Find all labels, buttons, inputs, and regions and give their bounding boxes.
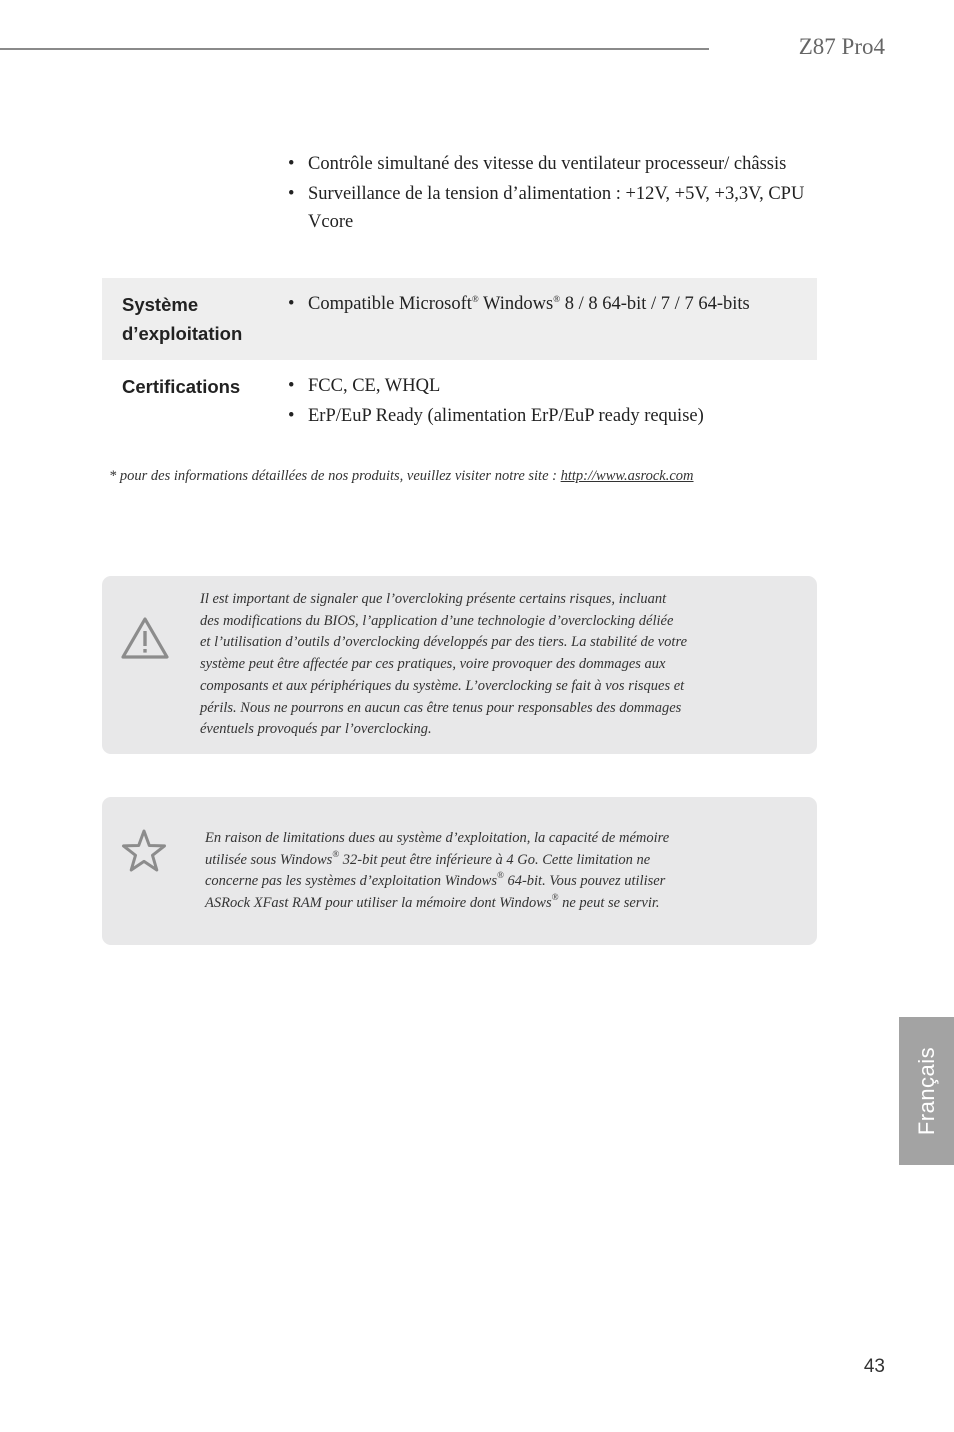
spec-row-os xyxy=(102,278,817,360)
registered-mark: ® xyxy=(471,294,479,304)
memory-line: En raison de limitations dues au système d’exploitation, la capacité de mémoire xyxy=(205,830,670,846)
memory-text-a: concerne pas les systèmes d’exploitation Windows xyxy=(205,873,497,890)
list-item: • ErP/EuP Ready (alimentation ErP/EuP ready requise) xyxy=(288,402,808,431)
warning-line: éventuels provoqués par l’overclocking. xyxy=(200,721,432,738)
footnote xyxy=(109,468,829,485)
memory-text-b: 32-bit peut être inférieure à 4 Go. Cette limitation ne xyxy=(339,851,651,868)
os-text-2: Windows xyxy=(478,294,554,314)
footnote-text: * pour des informations détaillées de nos produits, veuillez visiter notre site : xyxy=(109,468,561,484)
warning-line: et l’utilisation d’outils d’overclocking développés par des tiers. La stabilité de votre xyxy=(200,634,688,651)
list-item xyxy=(288,290,808,319)
overclocking-warning-box xyxy=(102,576,817,754)
os-text-3: 8 / 8 64-bit / 7 / 7 64-bits xyxy=(560,294,750,314)
spec-label-os: Système d’exploitation xyxy=(122,294,243,344)
warning-line: système peut être affectée par ces pratiques, voire provoquer des dommages aux xyxy=(200,656,666,673)
warning-text xyxy=(200,589,687,741)
list-item: • FCC, CE, WHQL xyxy=(288,372,808,401)
language-tab[interactable] xyxy=(899,1017,954,1165)
model-title: Z87 Pro4 xyxy=(798,34,885,59)
memory-text-b: 64-bit. Vous pouvez utiliser xyxy=(503,873,666,890)
bullet-list xyxy=(288,290,808,319)
language-tab-label: Français xyxy=(913,1046,939,1136)
spec-row-monitoring xyxy=(102,138,817,278)
memory-line xyxy=(205,893,669,915)
warning-line: Il est important de signaler que l’overcloking présente certains risques, incluant xyxy=(200,591,667,607)
os-text-1: Compatible Microsoft xyxy=(308,294,472,314)
star-icon xyxy=(120,828,168,874)
memory-text-b: ne peut se servir. xyxy=(558,895,660,912)
registered-mark: ® xyxy=(553,294,561,304)
spec-label-certifications: Certifications xyxy=(122,376,241,397)
registered-mark: ® xyxy=(332,848,340,859)
memory-line xyxy=(205,871,669,893)
memory-text-a: utilisée sous Windows xyxy=(205,851,333,868)
warning-line: périls. Nous ne pourrons en aucun cas être tenus pour responsables des dommages xyxy=(200,699,682,716)
page-number: 43 xyxy=(863,1356,885,1377)
memory-line xyxy=(205,850,669,872)
memory-note-box xyxy=(102,797,817,945)
memory-text-a: ASRock XFast RAM pour utiliser la mémoire dont Windows xyxy=(205,895,552,912)
warning-line: composants et aux périphériques du système. L’overclocking se fait à vos risques et xyxy=(200,677,685,694)
list-item: • Contrôle simultané des vitesse du ventilateur processeur/ châssis xyxy=(288,150,808,179)
header-rule xyxy=(0,48,709,50)
warning-line: des modifications du BIOS, l’application d’une technologie d’overclocking déliée xyxy=(200,612,674,629)
warning-triangle-icon xyxy=(120,616,170,660)
bullet-list xyxy=(288,372,808,430)
list-item: • Surveillance de la tension d’alimentation : +12V, +5V, +3,3V, CPU Vcore xyxy=(288,180,808,237)
spec-row-certifications xyxy=(102,360,817,440)
registered-mark: ® xyxy=(496,870,504,881)
registered-mark: ® xyxy=(551,892,559,903)
bullet-list xyxy=(288,150,808,237)
memory-text xyxy=(205,828,669,915)
asrock-website-link[interactable]: http://www.asrock.com xyxy=(560,468,694,484)
